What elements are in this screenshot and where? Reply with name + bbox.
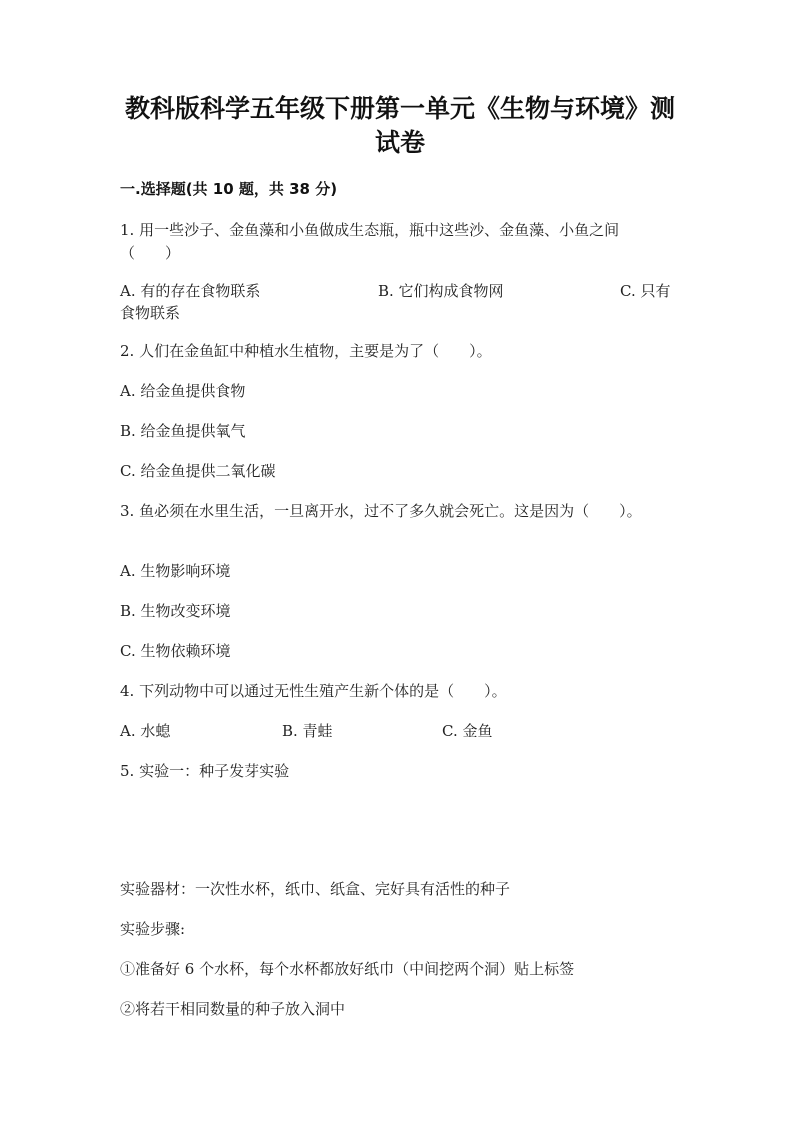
- title-line-1: 教科版科学五年级下册第一单元《生物与环境》测: [124, 94, 675, 123]
- question-4-option-c: C. 金鱼: [442, 722, 493, 740]
- question-2-option-c: C. 给金鱼提供二氧化碳: [120, 462, 276, 480]
- question-4-stem: 4. 下列动物中可以通过无性生殖产生新个体的是（ ）。: [120, 682, 507, 700]
- question-5-stem: 5. 实验一：种子发芽实验: [120, 762, 290, 780]
- question-3-option-b: B. 生物改变环境: [120, 602, 231, 620]
- question-4-option-a: A. 水螅: [120, 722, 171, 740]
- question-3-option-c: C. 生物依赖环境: [120, 642, 231, 660]
- question-1-option-c-wrap: 食物联系: [120, 304, 181, 322]
- experiment-materials: 实验器材：一次性水杯，纸巾、纸盒、完好具有活性的种子: [120, 880, 511, 898]
- question-1-option-b: B. 它们构成食物网: [378, 282, 504, 300]
- experiment-step-1: ①准备好 6 个水杯，每个水杯都放好纸巾（中间挖两个洞）贴上标签: [120, 960, 575, 978]
- title-line-2: 试卷: [374, 128, 425, 157]
- question-3-option-a: A. 生物影响环境: [120, 562, 231, 580]
- question-2-stem: 2. 人们在金鱼缸中种植水生植物，主要是为了（ ）。: [120, 342, 492, 360]
- question-1-stem: 1. 用一些沙子、金鱼藻和小鱼做成生态瓶，瓶中这些沙、金鱼藻、小鱼之间: [120, 221, 620, 239]
- question-2-option-b: B. 给金鱼提供氧气: [120, 422, 246, 440]
- question-2-option-a: A. 给金鱼提供食物: [120, 382, 246, 400]
- experiment-step-2: ②将若干相同数量的种子放入洞中: [120, 1000, 346, 1018]
- page-title: [100, 92, 700, 160]
- question-1-stem-cont: （ ）: [120, 244, 181, 262]
- question-1-option-a: A. 有的存在食物联系: [120, 282, 261, 300]
- question-4-option-b: B. 青蛙: [282, 722, 333, 740]
- section-heading: 一.选择题(共 10 题，共 38 分): [120, 180, 338, 198]
- experiment-steps-label: 实验步骤:: [120, 920, 186, 938]
- question-1-option-c: C. 只有: [620, 282, 671, 300]
- question-3-stem: 3. 鱼必须在水里生活，一旦离开水，过不了多久就会死亡。这是因为（ ）。: [120, 502, 642, 520]
